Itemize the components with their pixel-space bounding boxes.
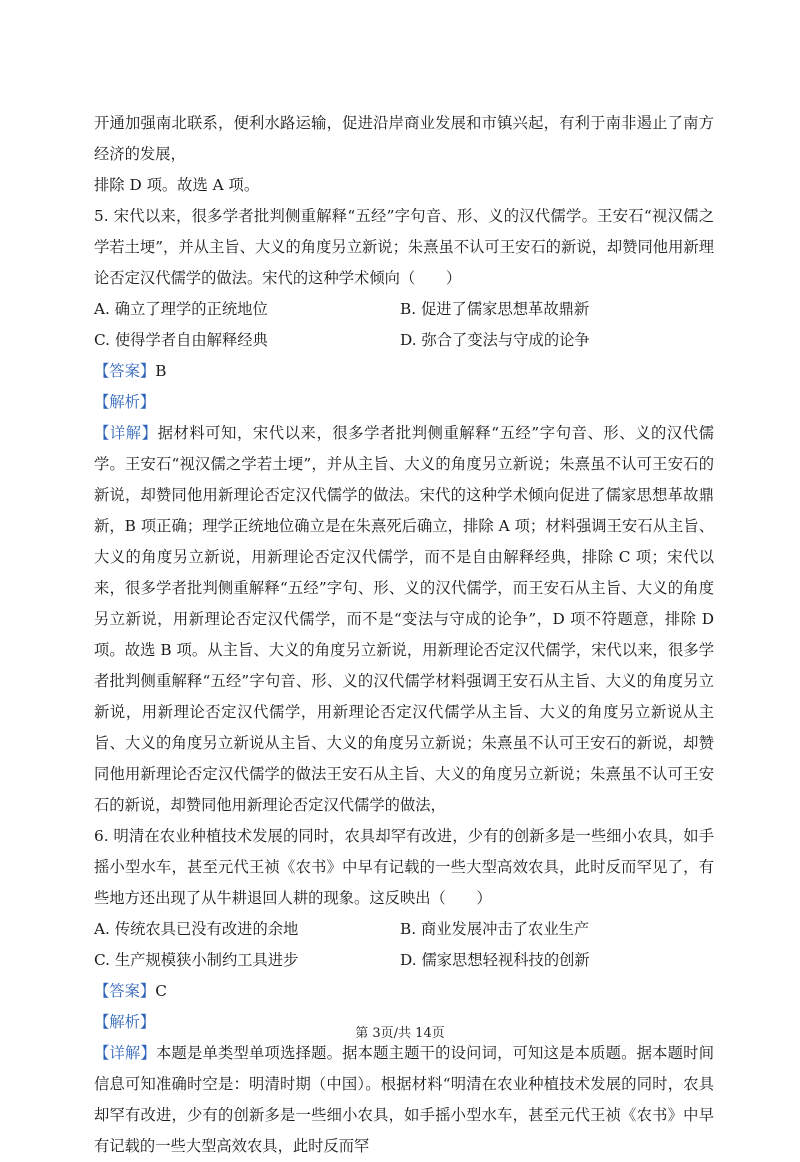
q5-analysis-tag: 【解析】 <box>94 393 156 411</box>
q6-answer-line <box>94 976 714 1007</box>
q5-detail-text: 据材料可知，宋代以来，很多学者批判侧重解释“五经”字句音、形、义的汉代儒学。王安石“视汉儒之学若土埂”，并从主旨、大义的角度另立新说；朱熹虽不认可王安石的新说，却赞同他用新理论否定汉代儒学的做法。宋代的这种学术倾向促进了儒家思想革故鼎新，B 项正确；理学正统地位确立是在朱熹死后确立，排除 A 项；材料强调王安石从主旨、大义的角度另立新说，用新理论否定汉代儒学，而不是自由解释经典，排除 C 项；宋代以来，很多学者批判侧重解释“五经”字句、形、义的汉代儒学，而王安石从主旨、大义的角度另立新说，用新理论否定汉代儒学，而不是“变法与守成的论争”，D 项不符题意，排除 D 项。故选 B 项。从主旨、大义的角度另立新说，用新理论否定汉代儒学，宋代以来，很多学者批判侧重解释“五经”字句音、形、义的汉代儒学材料强调王安石从主旨、大义的角度另立新说，用新理论否定汉代儒学，用新理论否定汉代儒学从主旨、大义的角度另立新说从主旨、大义的角度另立新说从主旨、大义的角度另立新说；朱熹虽不认可王安石的新说，却赞同他用新理论否定汉代儒学的做法王安石从主旨、大义的角度另立新说；朱熹虽不认可王安石的新说，却赞同他用新理论否定汉代儒学的做法， <box>94 424 714 814</box>
q6-answer-tag: 【答案】 <box>94 982 156 1000</box>
q6-option-a: A. 传统农具已没有改进的余地 <box>94 920 299 938</box>
q5-answer-tag: 【答案】 <box>94 362 156 380</box>
q6-answer-value: C <box>155 982 167 1000</box>
q5-option-b: B. 促进了儒家思想革故鼎新 <box>400 300 590 318</box>
q5-option-a: A. 确立了理学的正统地位 <box>94 300 268 318</box>
question-5-options <box>94 294 714 356</box>
q5-option-d: D. 弥合了变法与守成的论争 <box>400 331 590 349</box>
q6-analysis-tag: 【解析】 <box>94 1013 156 1031</box>
question-6-stem: 6. 明清在农业种植技术发展的同时，农具却罕有改进，少有的创新多是一些细小农具，如手摇小型水车，甚至元代王祯《农书》中早有记载的一些大型高效农具，此时反而罕见了，有些地方还出现了从牛耕退回人耕的现象。这反映出（ ） <box>94 827 714 907</box>
q6-option-d: D. 儒家思想轻视科技的创新 <box>400 951 590 969</box>
q6-option-b: B. 商业发展冲击了农业生产 <box>400 920 590 938</box>
q6-detail <box>94 1038 714 1162</box>
q5-detail-tag: 【详解】 <box>94 424 158 442</box>
q5-detail <box>94 418 714 821</box>
page-content <box>94 108 714 1162</box>
intro-line-2: 排除 D 项。故选 A 项。 <box>94 176 260 194</box>
q5-answer-value: B <box>155 362 167 380</box>
intro-line-1: 开通加强南北联系，便利水路运输，促进沿岸商业发展和市镇兴起，有利于南非遏止了南方经济的发展， <box>94 114 714 163</box>
question-6-options <box>94 914 714 976</box>
q5-option-c: C. 使得学者自由解释经典 <box>94 331 268 349</box>
q6-detail-tag: 【详解】 <box>94 1044 157 1062</box>
q6-detail-text: 本题是单类型单项选择题。据本题主题干的设问词，可知这是本质题。据本题时间信息可知准确时空是：明清时期（中国）。根据材料“明清在农业种植技术发展的同时，农具却罕有改进，少有的创新多是一些细小农具，如手摇小型水车，甚至元代王祯《农书》中早有记载的一些大型高效农具，此时反而罕 <box>94 1044 714 1155</box>
page-number-footer: 第 3页/共 14页 <box>355 1026 445 1041</box>
q6-option-c: C. 生产规模狭小制约工具进步 <box>94 951 299 969</box>
q5-answer-line <box>94 356 714 387</box>
question-5-stem: 5. 宋代以来，很多学者批判侧重解释“五经”字句音、形、义的汉代儒学。王安石“视汉儒之学若土埂”，并从主旨、大义的角度另立新说；朱熹虽不认可王安石的新说，却赞同他用新理论否定汉代儒学的做法。宋代的这种学术倾向（ ） <box>94 207 714 287</box>
